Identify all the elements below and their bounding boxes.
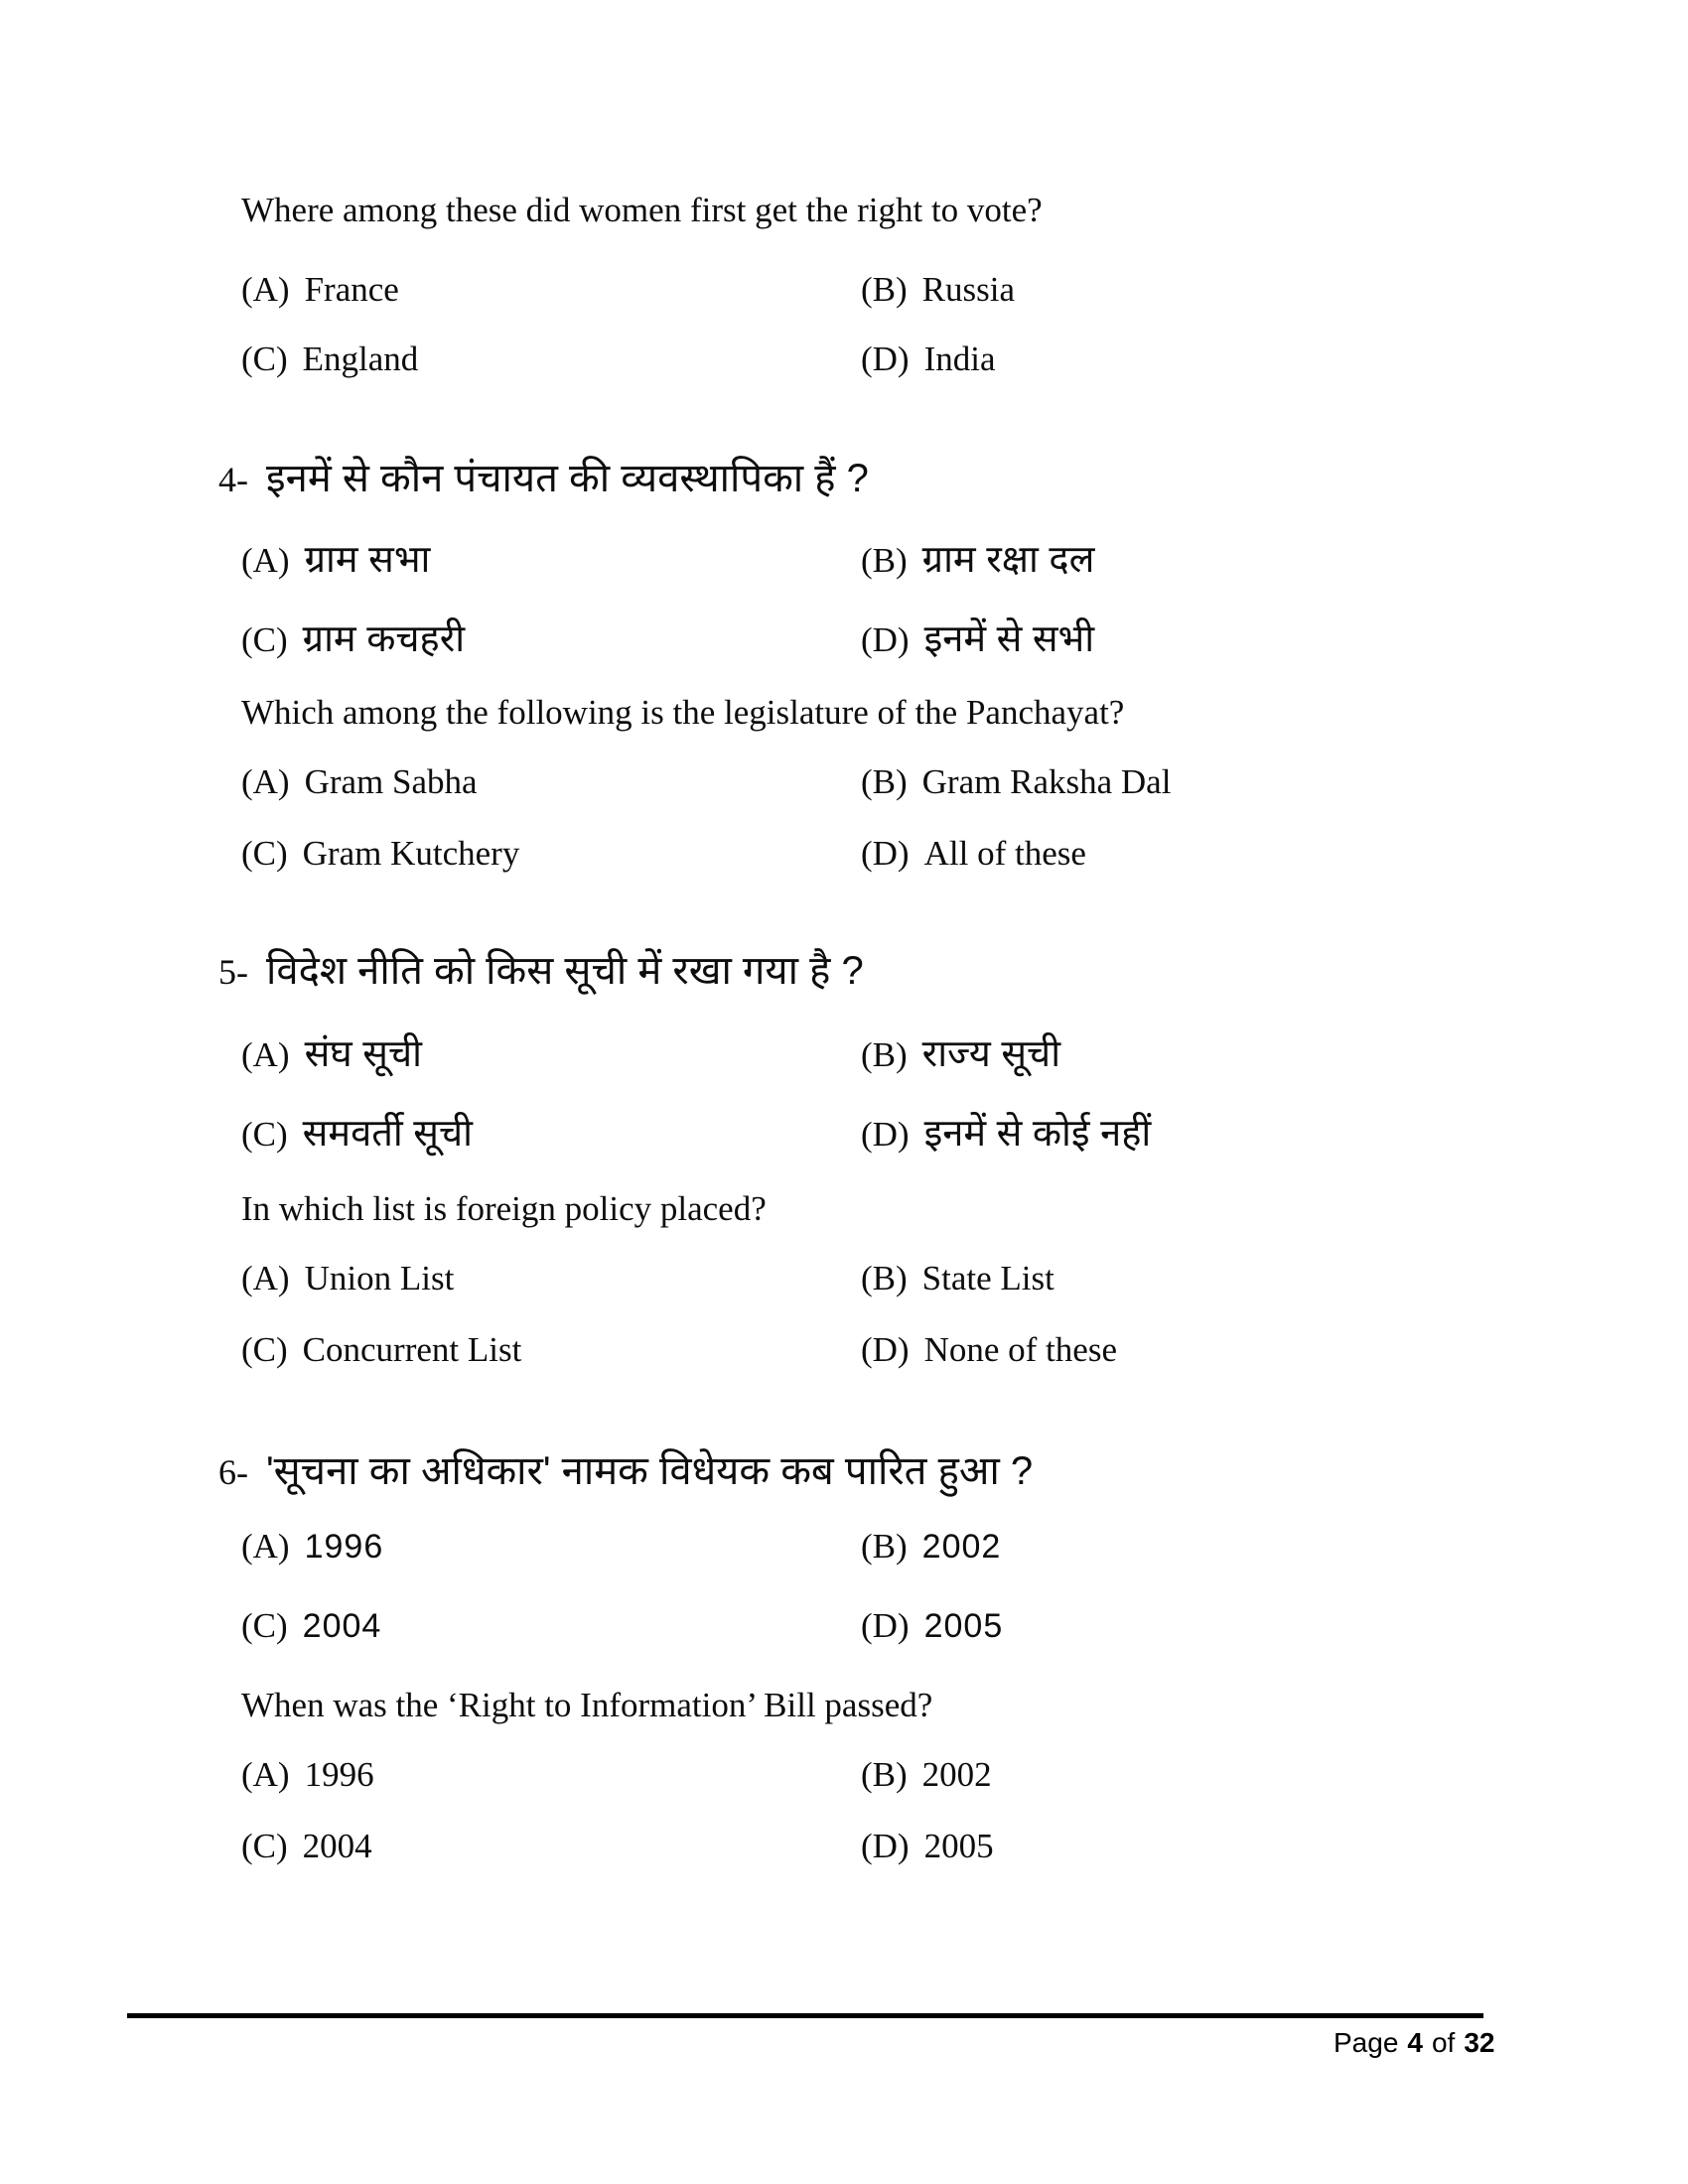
option-item (241, 1527, 383, 1567)
question-text-english: In which list is foreign policy placed? (241, 1189, 767, 1228)
page-word: Page (1334, 2027, 1399, 2058)
option-text: None of these (923, 1330, 1117, 1369)
option-item (241, 834, 519, 874)
option-label: (C) (241, 1606, 288, 1645)
option-item (241, 1259, 454, 1298)
footer-divider (127, 2013, 1483, 2018)
page-number-indicator (1334, 2027, 1495, 2059)
question-text-english: When was the ‘Right to Information’ Bill passed? (241, 1686, 933, 1724)
option-label: (B) (861, 1259, 908, 1297)
question-text-english: Where among these did women first get the right to vote? (241, 191, 1043, 229)
option-label: (B) (861, 1527, 908, 1566)
option-text: India (923, 340, 996, 378)
option-label: (A) (241, 1527, 290, 1566)
option-item (861, 270, 1015, 310)
option-text: Gram Kutchery (302, 834, 520, 873)
option-text: England (302, 340, 419, 378)
option-label: (C) (241, 1330, 288, 1369)
option-text: ग्राम रक्षा दल (921, 539, 1095, 581)
option-text: इनमें से सभी (923, 618, 1095, 660)
option-item (861, 1755, 992, 1795)
option-text: 2005 (923, 1827, 994, 1865)
option-text: 2002 (921, 1528, 1002, 1566)
option-item (241, 1106, 473, 1158)
option-label: (B) (861, 762, 908, 801)
option-text: France (304, 270, 399, 309)
option-label: (B) (861, 270, 908, 309)
option-text: Gram Raksha Dal (921, 762, 1172, 801)
option-label: (D) (861, 620, 910, 659)
option-label: (A) (241, 1259, 290, 1297)
option-item (241, 1606, 381, 1646)
option-text: इनमें से कोई नहीं (923, 1113, 1152, 1155)
question-text-english: Which among the following is the legislature of the Panchayat? (241, 693, 1125, 732)
option-item (241, 762, 478, 802)
option-label: (A) (241, 1755, 290, 1794)
option-label: (D) (861, 1115, 910, 1154)
option-item (861, 1827, 994, 1866)
option-label: (A) (241, 1035, 290, 1074)
option-label: (B) (861, 541, 908, 580)
option-item (241, 1026, 422, 1078)
option-item (241, 1755, 374, 1795)
option-text: 2005 (923, 1607, 1004, 1645)
option-item (861, 1106, 1151, 1158)
option-item (861, 834, 1086, 874)
option-label: (A) (241, 270, 290, 309)
option-label: (D) (861, 834, 910, 873)
option-item (861, 532, 1094, 584)
question-line-hindi (218, 941, 864, 996)
option-item (861, 1259, 1055, 1298)
option-item (861, 1527, 1001, 1567)
option-text: Concurrent List (302, 1330, 522, 1369)
option-text: राज्य सूची (921, 1033, 1061, 1075)
question-number: 4- (218, 460, 248, 499)
option-label: (C) (241, 340, 288, 378)
question-line-hindi (218, 449, 869, 503)
option-item (861, 762, 1171, 802)
question-text-hindi: इनमें से कौन पंचायत की व्यवस्थापिका हैं ? (266, 457, 869, 500)
option-item (861, 612, 1094, 663)
question-number: 5- (218, 952, 248, 992)
option-label: (B) (861, 1035, 908, 1074)
option-text: Union List (304, 1259, 455, 1297)
option-text: संघ सूची (304, 1033, 422, 1075)
option-label: (B) (861, 1755, 908, 1794)
option-text: 2002 (921, 1755, 992, 1794)
option-text: ग्राम कचहरी (302, 618, 466, 660)
option-label: (C) (241, 620, 288, 659)
option-item (241, 270, 399, 310)
option-item (241, 1330, 521, 1370)
option-label: (A) (241, 762, 290, 801)
question-text-hindi: 'सूचना का अधिकार' नामक विधेयक कब पारित हुआ ? (266, 1449, 1034, 1493)
option-label: (C) (241, 1115, 288, 1154)
option-text: 2004 (302, 1827, 372, 1865)
option-text: Gram Sabha (304, 762, 478, 801)
option-item (861, 340, 996, 379)
option-item (241, 532, 430, 584)
option-text: 2004 (302, 1607, 382, 1645)
option-label: (D) (861, 1606, 910, 1645)
option-label: (D) (861, 340, 910, 378)
option-item (241, 1827, 372, 1866)
option-text: State List (921, 1259, 1055, 1297)
option-item (241, 340, 418, 379)
option-label: (A) (241, 541, 290, 580)
option-text: समवर्ती सूची (302, 1113, 473, 1155)
option-item (861, 1026, 1060, 1078)
option-label: (D) (861, 1330, 910, 1369)
option-label: (C) (241, 834, 288, 873)
option-text: 1996 (304, 1528, 384, 1566)
option-item (861, 1330, 1117, 1370)
page-number: 4 (1407, 2027, 1423, 2058)
option-text: ग्राम सभा (304, 539, 431, 581)
question-number: 6- (218, 1452, 248, 1492)
question-line-hindi (218, 1441, 1033, 1496)
of-word: of (1431, 2027, 1456, 2058)
option-text: Russia (921, 270, 1016, 309)
option-item (241, 612, 465, 663)
option-label: (D) (861, 1827, 910, 1865)
option-label: (C) (241, 1827, 288, 1865)
total-pages: 32 (1464, 2027, 1495, 2058)
question-text-hindi: विदेश नीति को किस सूची में रखा गया है ? (266, 949, 864, 993)
option-item (861, 1606, 1003, 1646)
option-text: All of these (923, 834, 1086, 873)
option-text: 1996 (304, 1755, 374, 1794)
